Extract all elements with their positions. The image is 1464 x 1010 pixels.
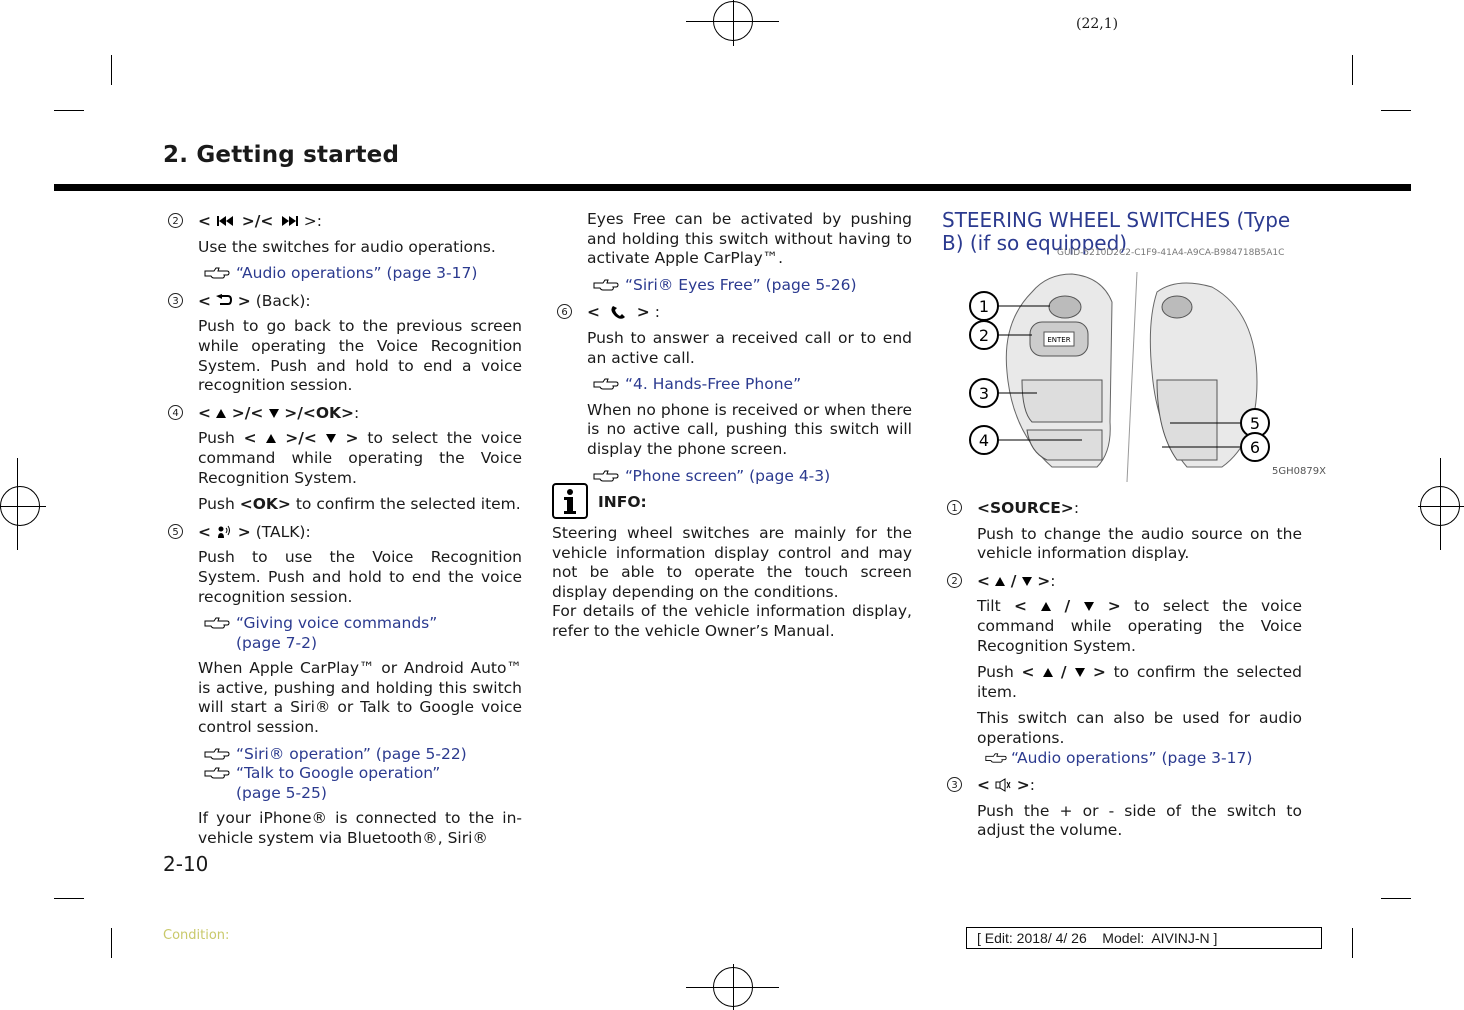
page-reference-link[interactable]: “Giving voice commands” (page 7-2) [204, 614, 522, 653]
pointing-hand-icon [204, 766, 230, 780]
item-body: Push to change the audio source on the vehicle information display. [977, 524, 1302, 563]
crop-mark [1381, 898, 1411, 899]
item-body: Tilt < / > to select the voice command while operating the Voice Recognition System. [977, 597, 1302, 655]
crop-mark [1381, 110, 1411, 111]
down-arrow-icon [269, 409, 279, 418]
crop-mark [111, 55, 112, 85]
up-arrow-icon [1041, 602, 1051, 611]
registration-mark [0, 486, 40, 526]
item-body: When no phone is received or when there is no active call, pushing this switch will display the phone screen. [587, 400, 912, 458]
page-reference-link[interactable]: “4. Hands-Free Phone” [593, 375, 912, 395]
svg-text:6: 6 [1249, 438, 1261, 457]
right-column [951, 491, 1302, 848]
pointing-hand-icon [204, 616, 230, 630]
middle-column [561, 210, 912, 492]
item-body: Push <OK> to confirm the selected item. [198, 495, 521, 514]
list-item-2: 2 < >/< >: Use the switches for audio operations. “Audio operations” (page 3-17) [198, 212, 522, 284]
header-rule [54, 184, 1411, 191]
list-item-3: 3 < >: Push the + or - side of the switch to adjust the volume. [977, 776, 1302, 841]
item-body: Push to use the Voice Recognition System. Push and hold to end the voice recognition session. [198, 548, 522, 606]
list-item-4: 4 < >/< >/<OK>: Push < >/< > to select the voice command while operating the Voice Recognition System. Push <OK> to confirm the selected item. [198, 404, 522, 515]
crop-mark [54, 898, 84, 899]
registration-mark [1420, 486, 1460, 526]
page-reference-link[interactable]: “Siri® operation” (page 5-22) [204, 745, 522, 765]
item-body: Push < / > to confirm the selected item. [977, 663, 1302, 701]
item-number: 3 [947, 777, 962, 792]
svg-text:1: 1 [978, 297, 990, 316]
item-body: When Apple CarPlay™ or Android Auto™ is active, pushing and holding this switch will start a Siri® or Talk to Google voice control session. [198, 659, 522, 737]
item-body: Use the switches for audio operations. [198, 237, 496, 256]
info-label: INFO: [598, 493, 647, 511]
pointing-hand-icon [204, 747, 230, 761]
info-text: Steering wheel switches are mainly for the vehicle information display control and may not be able to operate the touch screen display depending on the conditions. [552, 524, 912, 601]
registration-mark [713, 1, 753, 41]
item-body: If your iPhone® is connected to the in-vehicle system via Bluetooth®, Siri® [198, 809, 522, 848]
page-reference-link[interactable]: “Phone screen” (page 4-3) [593, 467, 912, 487]
up-arrow-icon [1043, 668, 1053, 677]
item-number: 3 [168, 293, 183, 308]
page-reference-link[interactable]: “Talk to Google operation” (page 5-25) [204, 764, 522, 803]
down-arrow-icon [1022, 577, 1032, 586]
item-body: Push to go back to the previous screen while operating the Voice Recognition System. Push and hold to end a voice recognition session. [198, 317, 522, 395]
skip-forward-icon [279, 215, 299, 227]
info-box [552, 524, 912, 642]
chapter-title: 2. Getting started [163, 142, 400, 168]
page-reference-link[interactable]: “Audio operations” (page 3-17) [204, 264, 522, 284]
svg-text:5: 5 [1249, 414, 1261, 433]
down-arrow-icon [1084, 602, 1094, 611]
page-number: 2-10 [163, 852, 209, 876]
item-number: 6 [557, 304, 572, 319]
up-arrow-icon [995, 577, 1005, 586]
down-arrow-icon [326, 434, 336, 443]
item-number: 4 [168, 405, 183, 420]
continued-text: Eyes Free can be activated by pushing and holding this switch without having to activate Apple CarPlay™. [587, 210, 912, 268]
steering-switch-figure [962, 262, 1312, 484]
up-arrow-icon [266, 434, 276, 443]
item-number: 2 [947, 573, 962, 588]
item-body: Push to answer a received call or to end an active call. [587, 328, 912, 367]
enter-label: ENTER [1047, 336, 1071, 344]
pointing-hand-icon [204, 266, 230, 280]
up-arrow-icon [216, 409, 226, 418]
item-body: This switch can also be used for audio operations. [977, 709, 1302, 747]
skip-back-icon [216, 215, 236, 227]
info-text: For details of the vehicle information display, refer to the vehicle Owner’s Manual. [552, 602, 912, 640]
pointing-hand-icon [593, 469, 619, 483]
list-item-2: 2 < / >: Tilt < / > to select the voice command while operating the Voice Recognition System. Push < / > to confirm the selected item. This switch can also be used for audio operations. “Audio operations” (page 3-17) [977, 572, 1302, 768]
talk-icon [216, 525, 232, 539]
crop-mark [1352, 55, 1353, 85]
registration-mark [713, 967, 753, 1007]
guid: GUID-5210D2C2-C1F9-41A4-A9CA-B984718B5A1C [1057, 248, 1285, 258]
condition-label: Condition: [163, 928, 230, 943]
svg-text:2: 2 [978, 326, 990, 345]
page-ref: (22,1) [1076, 16, 1119, 32]
back-arrow-icon [216, 294, 232, 307]
pointing-hand-icon [593, 377, 619, 391]
crop-mark [1352, 928, 1353, 958]
pointing-hand-icon [985, 751, 1007, 765]
page-reference-link[interactable]: “Siri® Eyes Free” (page 5-26) [593, 276, 912, 296]
info-icon [552, 483, 588, 519]
list-item-5: 5 < > (TALK): Push to use the Voice Recognition System. Push and hold to end the voice recognition session. “Giving voice commands” (page 7-2) When Apple CarPlay™ or Android Auto™ is active, pushing and holding this switch will start a Siri® or Talk to Google voice control session. “Siri® operation” (page 5-22) “Talk to Google operation” (page 5-25) If your iPhone® is connected to the in-vehicle system via Bluetooth®, Siri® [198, 523, 522, 849]
item-number: 1 [947, 500, 962, 515]
edit-info-box: [ Edit: 2018/ 4/ 26 Model: AIVINJ-N ] [966, 927, 1322, 949]
list-item-3: 3 < > (Back): Push to go back to the previous screen while operating the Voice Recognition System. Push and hold to end a voice recognition session. [198, 292, 522, 396]
item-number: 5 [168, 524, 183, 539]
item-body: Push the + or - side of the switch to adjust the volume. [977, 801, 1302, 840]
svg-text:4: 4 [978, 431, 990, 450]
svg-text:3: 3 [978, 384, 990, 403]
item-number: 2 [168, 213, 183, 228]
section-title: STEERING WHEEL SWITCHES (Type B) (if so equipped) [942, 208, 1291, 255]
left-column [172, 204, 523, 856]
pointing-hand-icon [593, 278, 619, 292]
list-item-1: 1 <SOURCE>: Push to change the audio source on the vehicle information display. [977, 499, 1302, 564]
list-item-6: 6 < > : Push to answer a received call or to end an active call. “4. Hands-Free Phone” When no phone is received or when there is no active call, pushing this switch will display the phone screen. “Phone screen” (page 4-3) [587, 303, 912, 486]
crop-mark [111, 928, 112, 958]
crop-mark [54, 110, 84, 111]
figure-code: 5GH0879X [1272, 466, 1326, 477]
down-arrow-icon [1075, 668, 1085, 677]
item-body: Push < >/< > to select the voice command while operating the Voice Recognition System. [198, 429, 523, 487]
page-reference-link[interactable]: “Audio operations” (page 3-17) [985, 749, 1302, 769]
volume-icon [995, 778, 1011, 792]
phone-icon [605, 304, 631, 320]
